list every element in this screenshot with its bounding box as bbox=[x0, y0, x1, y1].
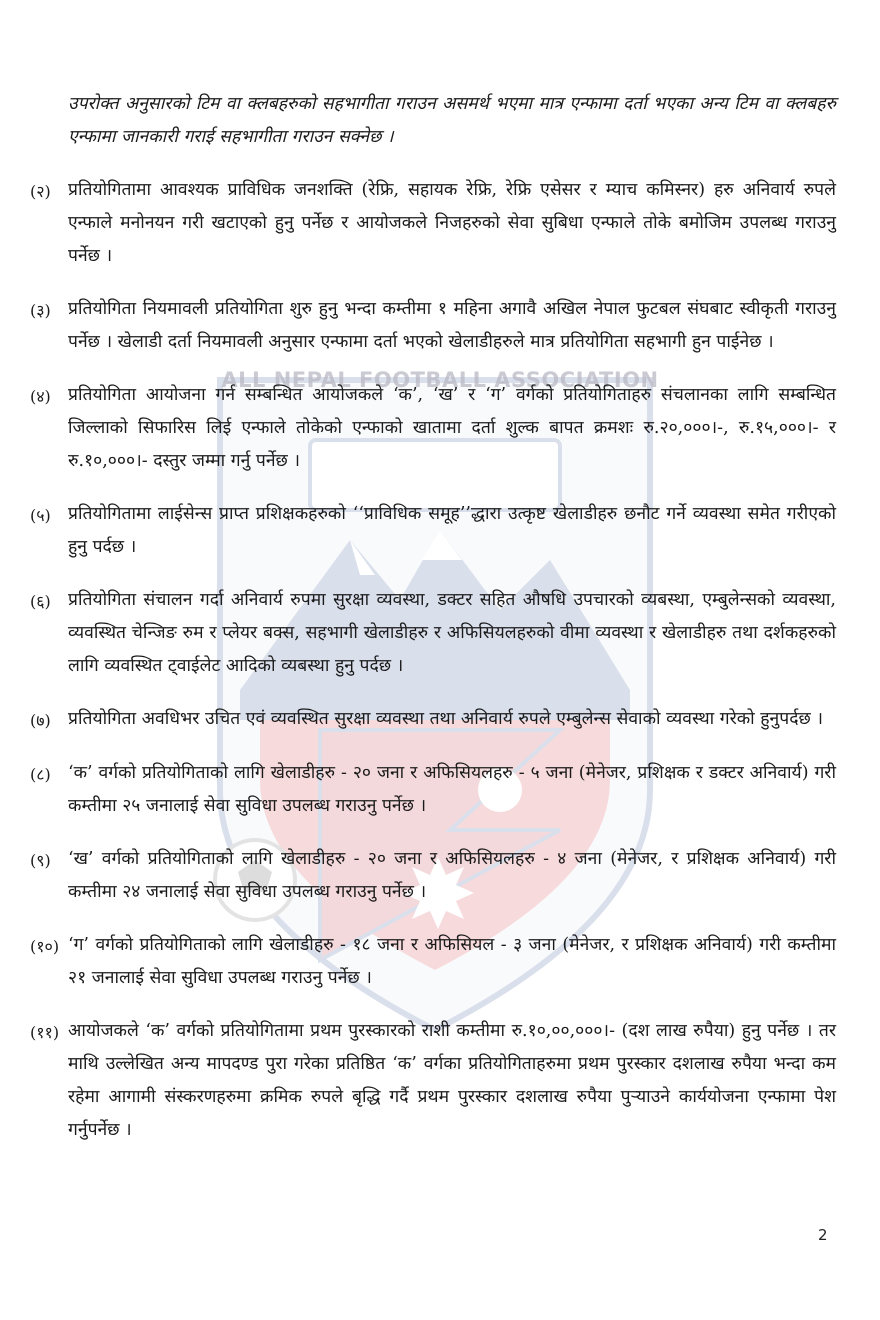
page-number: 2 bbox=[818, 1226, 828, 1244]
item-number: (१०) bbox=[30, 937, 60, 956]
document-body bbox=[30, 88, 836, 1167]
item-text: प्रतियोगिता आयोजना गर्न सम्बन्धित आयोजकले ‘क’, ‘ख’ र ‘ग’ वर्गको प्रतियोगिताहरु संचलानका लागि सम्बन्धित जिल्लाको सिफारिस लिई एन्फाले तोकेको एन्फाको खातामा दर्ता शुल्क बापत क्रमशः रु.२०,०००।-, रु.१५,०००।- र रु.१०,०००।- दस्तुर जम्मा गर्नु पर्नेछ । bbox=[68, 385, 836, 471]
item-number: (९) bbox=[30, 851, 51, 870]
item-text: प्रतियोगितामा आवश्यक प्राविधिक जनशक्ति (रेफ्रि, सहायक रेफ्रि, रेफ्रि एसेसर र म्याच कमिस्नर) हरु अनिवार्य रुपले एन्फाले मनोनयन गरी खटाएको हुनु पर्नेछ र आयोजकले निजहरुको सेवा सुबिधा एन्फाले तोके बमोजिम उपलब्ध गराउनु पर्नेछ । bbox=[68, 180, 836, 266]
item-number: (८) bbox=[30, 765, 51, 784]
item-number: (२) bbox=[30, 182, 51, 201]
intro-paragraph: उपरोक्त अनुसारको टिम वा क्लबहरुको सहभागीता गराउन असमर्थ भएमा मात्र एन्फामा दर्ता भएका अन्य टिम वा क्लबहरु एन्फामा जानकारी गराई सहभागीता गराउन सक्नेछ । bbox=[68, 94, 836, 147]
item-number: (५) bbox=[30, 506, 51, 525]
item-text: प्रतियोगिता अवधिभर उचित एवं व्यवस्थित सुरक्षा व्यवस्था तथा अनिवार्य रुपले एम्बुलेन्स सेवाको व्यवस्था गरेको हुनुपर्दछ । bbox=[68, 709, 823, 729]
item-text: ‘क’ वर्गको प्रतियोगिताको लागि खेलाडीहरु - २० जना र अफिसियलहरु - ५ जना (मेनेजर, प्रशिक्षक र डक्टर अनिवार्य) गरी कम्तीमा २५ जनालाई सेवा सुविधा उपलब्ध गराउनु पर्नेछ । bbox=[68, 763, 836, 816]
list-item bbox=[30, 703, 836, 737]
item-text: प्रतियोगिता संचालन गर्दा अनिवार्य रुपमा सुरक्षा व्यवस्था, डक्टर सहित औषधि उपचारको व्यबस्था, एम्बुलेन्सको व्यवस्था, व्यवस्थित चेन्जिङ रुम र प्लेयर बक्स, सहभागी खेलाडीहरु र अफिसियलहरुको वीमा व्यवस्था र खेलाडीहरु तथा दर्शकहरुको लागि व्यवस्थित ट्वाईलेट आदिको व्यबस्था हुनु पर्दछ । bbox=[68, 590, 836, 676]
item-text: प्रतियोगितामा लाईसेन्स प्राप्त प्रशिक्षकहरुको ‘‘प्राविधिक समूह’’द्धारा उत्कृष्ट खेलाडीहरु छनौट गर्ने व्यवस्था समेत गरीएको हुनु पर्दछ । bbox=[68, 504, 836, 557]
list-item bbox=[30, 379, 836, 478]
item-number: (४) bbox=[30, 387, 51, 406]
item-text: ‘ग’ वर्गको प्रतियोगिताको लागि खेलाडीहरु - १८ जना र अफिसियल - ३ जना (मेनेजर, र प्रशिक्षक अनिवार्य) गरी कम्तीमा २१ जनालाई सेवा सुविधा उपलब्ध गराउनु पर्नेछ । bbox=[68, 935, 836, 988]
item-number: (३) bbox=[30, 301, 51, 320]
watermark-text: ALL NEPAL FOOTBALL ASSOCIATION bbox=[221, 368, 659, 392]
list-item bbox=[30, 929, 836, 995]
item-text: प्रतियोगिता नियमावली प्रतियोगिता शुरु हुनु भन्दा कम्तीमा १ महिना अगावै अखिल नेपाल फुटबल संघबाट स्वीकृती गराउनु पर्नेछ । खेलाडी दर्ता नियमावली अनुसार एन्फामा दर्ता भएको खेलाडीहरुले मात्र प्रतियोगिता सहभागी हुन पाईनेछ । bbox=[68, 299, 836, 352]
list-item bbox=[30, 498, 836, 564]
item-number: (७) bbox=[30, 711, 51, 730]
list-item bbox=[30, 174, 836, 273]
list-item bbox=[30, 584, 836, 683]
list-item bbox=[30, 293, 836, 359]
item-text: आयोजकले ‘क’ वर्गको प्रतियोगितामा प्रथम पुरस्कारको राशी कम्तीमा रु.१०,००,०००।- (दश लाख रुपैया) हुनु पर्नेछ । तर माथि उल्लेखित अन्य मापदण्ड पुरा गरेका प्रतिष्ठित ‘क’ वर्गका प्रतियोगिताहरुमा प्रथम पुरस्कार दशलाख रुपैया भन्दा कम रहेमा आगामी संस्करणहरुमा क्रमिक रुपले बृद्धि गर्दै प्रथम पुरस्कार दशलाख रुपैया पुर्‍याउने कार्ययोजना एन्फामा पेश गर्नुपर्नेछ । bbox=[68, 1021, 836, 1140]
list-item bbox=[30, 757, 836, 823]
item-text: ‘ख’ वर्गको प्रतियोगिताको लागि खेलाडीहरु - २० जना र अफिसियलहरु - ४ जना (मेनेजर, र प्रशिक्षक अनिवार्य) गरी कम्तीमा २४ जनालाई सेवा सुविधा उपलब्ध गराउनु पर्नेछ । bbox=[68, 849, 836, 902]
list-item bbox=[30, 843, 836, 909]
list-item bbox=[30, 1015, 836, 1147]
item-number: (११) bbox=[30, 1023, 60, 1042]
item-number: (६) bbox=[30, 592, 51, 611]
